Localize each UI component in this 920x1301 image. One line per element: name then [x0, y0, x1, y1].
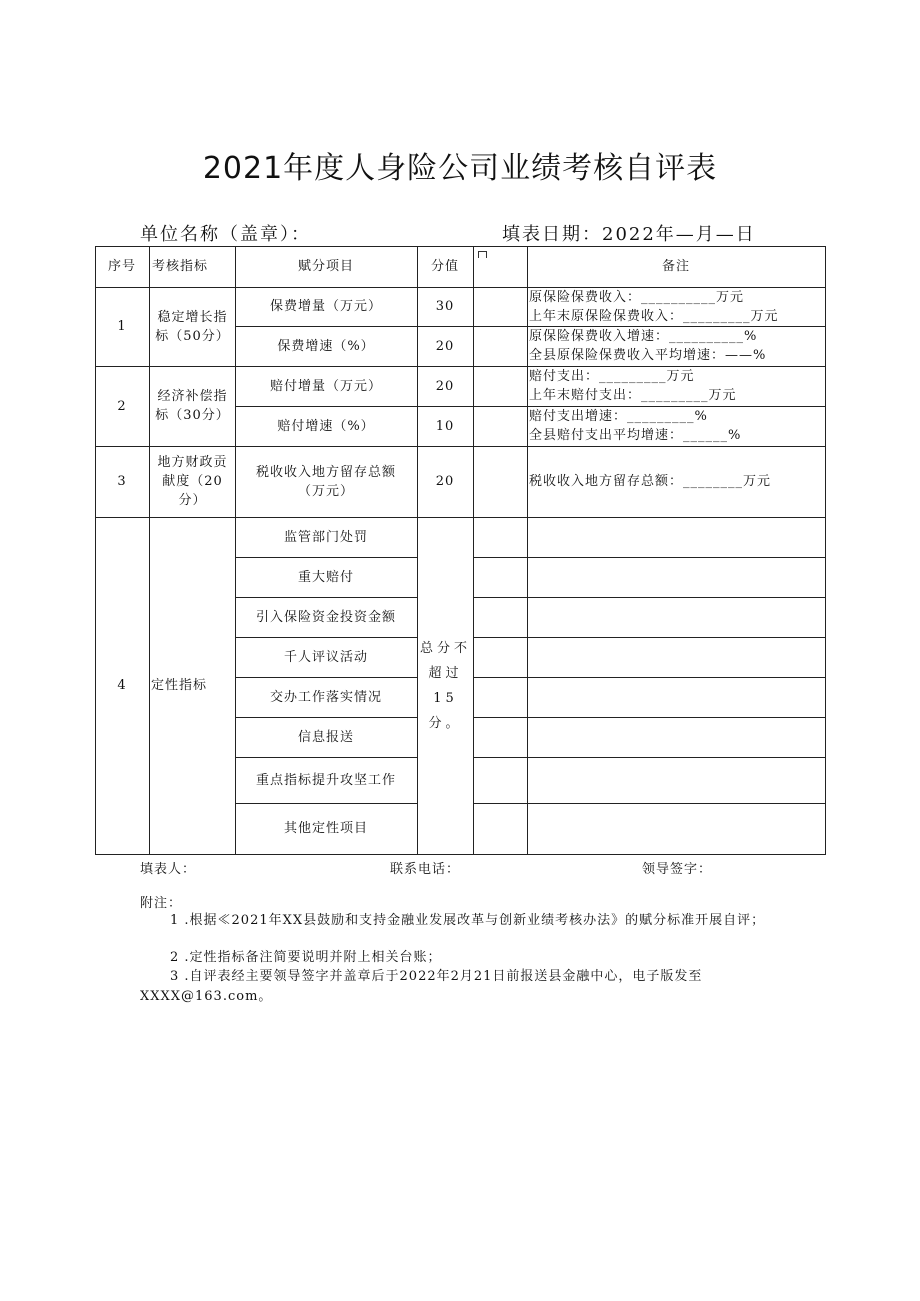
row2-item1-remark — [527, 366, 825, 406]
remark-line: 上年末原保险保费收入：_________万元 — [529, 308, 779, 324]
row4-item: 重大赔付 — [297, 569, 354, 585]
row4-item: 重点指标提升攻坚工作 — [255, 772, 396, 788]
phone-label: 联系电话： — [390, 862, 461, 877]
remark-line: 上年末赔付支出：_________万元 — [529, 388, 737, 403]
row3-item1-remark — [527, 446, 825, 517]
note-item: 1 .根据≪2021年XX县鼓励和支持金融业发展改革与创新业绩考核办法》的赋分标准开展自评； — [170, 913, 766, 928]
row3-seq: 3 — [117, 474, 127, 489]
row1-item2-remark — [527, 326, 825, 366]
filler-label: 填表人： — [140, 862, 197, 877]
row2-item2-remark — [527, 406, 825, 446]
row4-item: 交办工作落实情况 — [269, 689, 382, 705]
header-self-score — [473, 246, 527, 287]
remark-line: 全县赔付支出平均增速：______% — [529, 428, 742, 443]
leader-signature-label: 领导签字： — [642, 862, 713, 877]
row1-item2-score: 20 — [435, 338, 455, 354]
row4-indicator: 定性指标 — [151, 678, 208, 693]
row4-item: 千人评议活动 — [283, 649, 368, 665]
header-item: 赋分项目 — [297, 259, 354, 274]
remark-line: 赔付支出：_________万元 — [529, 369, 695, 384]
remark-line: 全县原保险保费收入平均增速：——% — [529, 348, 767, 363]
row1-item2: 保费增速（%） — [277, 338, 375, 354]
remark-line: 原保险保费收入：__________万元 — [529, 289, 745, 305]
row4-item: 监管部门处罚 — [283, 529, 368, 545]
header-score: 分值 — [430, 259, 459, 274]
note-item: 3 .自评表经主要领导签字并盖章后于2022年2月21日前报送县金融中心，电子版发至XXXX@163.com。 — [140, 969, 703, 1004]
header-indicator: 考核指标 — [152, 259, 209, 274]
row3-indicator: 地方财政贡献度（20分） — [157, 455, 228, 508]
row4-seq: 4 — [117, 678, 127, 693]
row2-seq: 2 — [117, 398, 127, 414]
row1-item1-remark — [527, 287, 825, 326]
header-seq: 序号 — [107, 259, 136, 274]
row2-item1: 赔付增量（万元） — [269, 378, 382, 394]
notes-title: 附注： — [140, 896, 183, 911]
row4-item: 信息报送 — [297, 729, 354, 745]
note-item: 2 .定性指标备注简要说明并附上相关台账； — [170, 950, 442, 965]
row4-item: 引入保险资金投资金额 — [255, 609, 396, 625]
row2-item2: 赔付增速（%） — [277, 418, 375, 434]
row1-indicator: 稳定增长指标（50分） — [155, 309, 230, 344]
row2-item1-score: 20 — [435, 378, 455, 394]
row4-score: 总分不超过15分。 — [420, 640, 472, 731]
remark-line: 税收收入地方留存总额：________万元 — [529, 474, 772, 489]
header-remark: 备注 — [661, 259, 690, 274]
page-title: 2021年度人身险公司业绩考核自评表 — [202, 151, 718, 186]
row1-item1-score: 30 — [435, 299, 455, 314]
row2-item2-score: 10 — [435, 418, 455, 434]
row4-item: 其他定性项目 — [283, 821, 368, 836]
unit-name-label: 单位名称（盖章）： — [140, 224, 311, 245]
remark-line: 原保险保费收入增速：__________% — [529, 329, 758, 344]
row1-seq: 1 — [117, 319, 127, 334]
row3-item1-score: 20 — [435, 474, 455, 489]
row2-indicator: 经济补偿指标（30分） — [155, 389, 230, 423]
row1-item1: 保费增量（万元） — [269, 299, 382, 314]
remark-line: 赔付支出增速：_________% — [529, 409, 708, 424]
fill-date-label: 填表日期：2022年—月—日 — [502, 224, 756, 245]
row3-item1: 税收收入地方留存总额（万元） — [255, 464, 396, 499]
